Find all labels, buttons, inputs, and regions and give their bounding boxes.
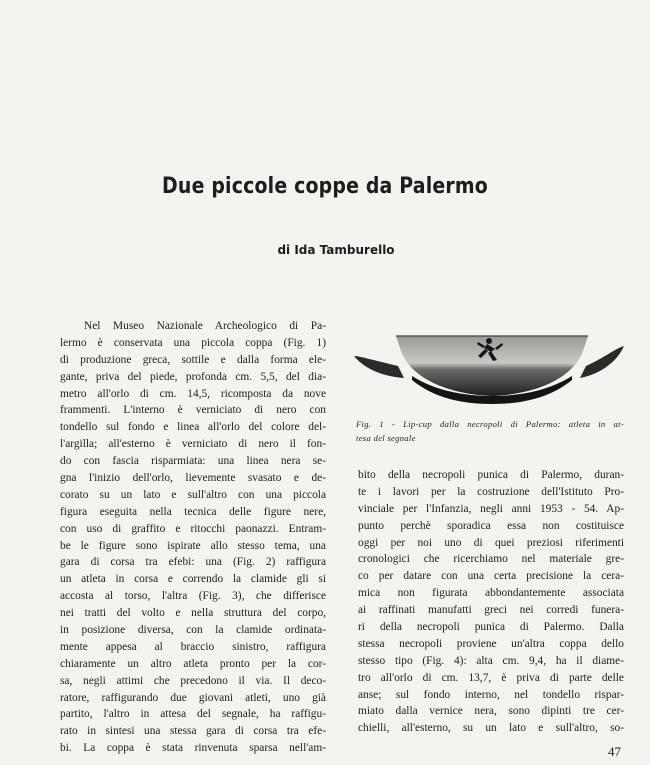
right-column-line: ri della necropoli punica di Palermo. Dalla [358,621,624,634]
left-column-line: l'argilla; all'esterno è verniciato di nero il fon- [60,438,326,451]
figure-caption [356,417,624,445]
left-column-line: gara di corsa tra efebi: una (Fig. 2) raffigura [60,556,326,569]
page-number: 47 [608,744,621,759]
right-column-line: chielli, all'esterno, su un lato e sull'altro, so- [358,722,624,735]
left-column-line: lermo è conservata una piccola coppa (Fig. 1) [60,336,326,349]
right-column-line: miato dalla vernice nera, sono dipinti tre cer- [358,705,624,718]
left-column-line: tondello sul fondo e linea all'orlo del colore del- [60,421,326,434]
article-title: Due piccole coppe da Palermo [162,174,488,199]
left-text-column [60,318,326,757]
right-column-line: mica non figurata abbondantemente associata [358,587,624,600]
right-column-line: oggi per noi uno di quei preziosi riferimenti [358,536,624,549]
left-column-line: do con fascia risparmiata: una linea nera se- [60,455,326,468]
article-author: di Ida Tamburello [277,243,395,257]
left-column-line: Nel Museo Nazionale Archeologico di Pa- [84,320,326,332]
left-column-line: frammenti. L'interno è verniciato di nero con [60,404,326,417]
left-column-line: corato su un lato e sull'altro con una piccola [60,488,326,501]
right-column-line: co per datare con una certa precisione la cera- [358,570,624,583]
left-column-line: bi. La coppa è stata rinvenuta sparsa nell'am- [60,742,326,755]
left-column-line: be le figure sono ispirate allo stesso tema, una [60,539,326,552]
lip-cup-photo-icon [350,318,630,408]
left-column-line: metro all'orlo di cm. 14,5, ricomposta da nove [60,387,326,400]
right-column-line: tro all'orlo di cm. 13,7, è priva di parte delle [358,671,624,684]
caption-line: tesa del segnale [356,433,416,443]
right-column-line: punto perchè sporadica essa non costituisce [358,519,624,532]
left-column-line: partito, l'altro in attesa del segnale, ha raffigu- [60,708,326,721]
right-column-line: te i lavori per la costruzione dell'Istituto Pro- [358,485,624,498]
left-column-line: accosta al torso, l'altra (Fig. 3), che differisce [60,590,326,603]
right-column-line: ai raffinati manufatti greci nei corredi funera- [358,604,624,617]
left-column-line: ratore, raffigurando due giovani atleti, uno già [60,691,326,704]
left-column-line: di produzione greca, sottile e dalla forma ele- [60,353,326,366]
right-column-line: stesso tipo (Fig. 4): alta cm. 9,4, ha il diame- [358,654,624,667]
right-column-line: anse; sul fondo interno, nel tondello rispar- [358,688,624,701]
right-text-column [358,467,624,737]
left-column-line: gna l'inizio dell'orlo, lievemente svasato e de- [60,472,326,485]
right-column-line: bito della necropoli punica di Palermo, duran- [358,469,624,481]
right-column-line: stessa necropoli proviene un'altra coppa dello [358,637,624,650]
lip-cup-photo [350,318,630,408]
left-column-line: mente appesa al braccio sinistro, raffigura [60,640,326,653]
left-column-line: con uso di graffito e ritocchi paonazzi. Entram- [60,522,326,535]
left-column-line: rato in sintesi una stessa gara di corsa tra efe- [60,725,326,738]
left-column-line: sa, negli attimi che precedono il via. Il deco- [60,674,326,687]
right-column-line: vinciale per l'Infanzia, negli anni 1953 - 54. Ap- [358,502,624,515]
left-column-line: gante, priva del piede, profonda cm. 5,5, del dia- [60,370,326,383]
right-column-line: cronologici che ricerchiamo nel materiale gre- [358,553,624,566]
left-column-line: in posizione diversa, con la clamide ordinata- [60,624,326,637]
left-column-line: un atleta in corsa e correndo la clamide gli si [60,573,326,586]
left-column-line: figura eseguita nella tecnica delle figure nere, [60,505,326,518]
left-column-line: nei tratti del volto e nella struttura del corpo, [60,607,326,620]
caption-line: Fig. 1 - Lip-cup dalla necropoli di Palermo: atleta in at- [356,419,624,429]
left-column-line: chiaramente un altro atleta pronto per la cor- [60,657,326,670]
